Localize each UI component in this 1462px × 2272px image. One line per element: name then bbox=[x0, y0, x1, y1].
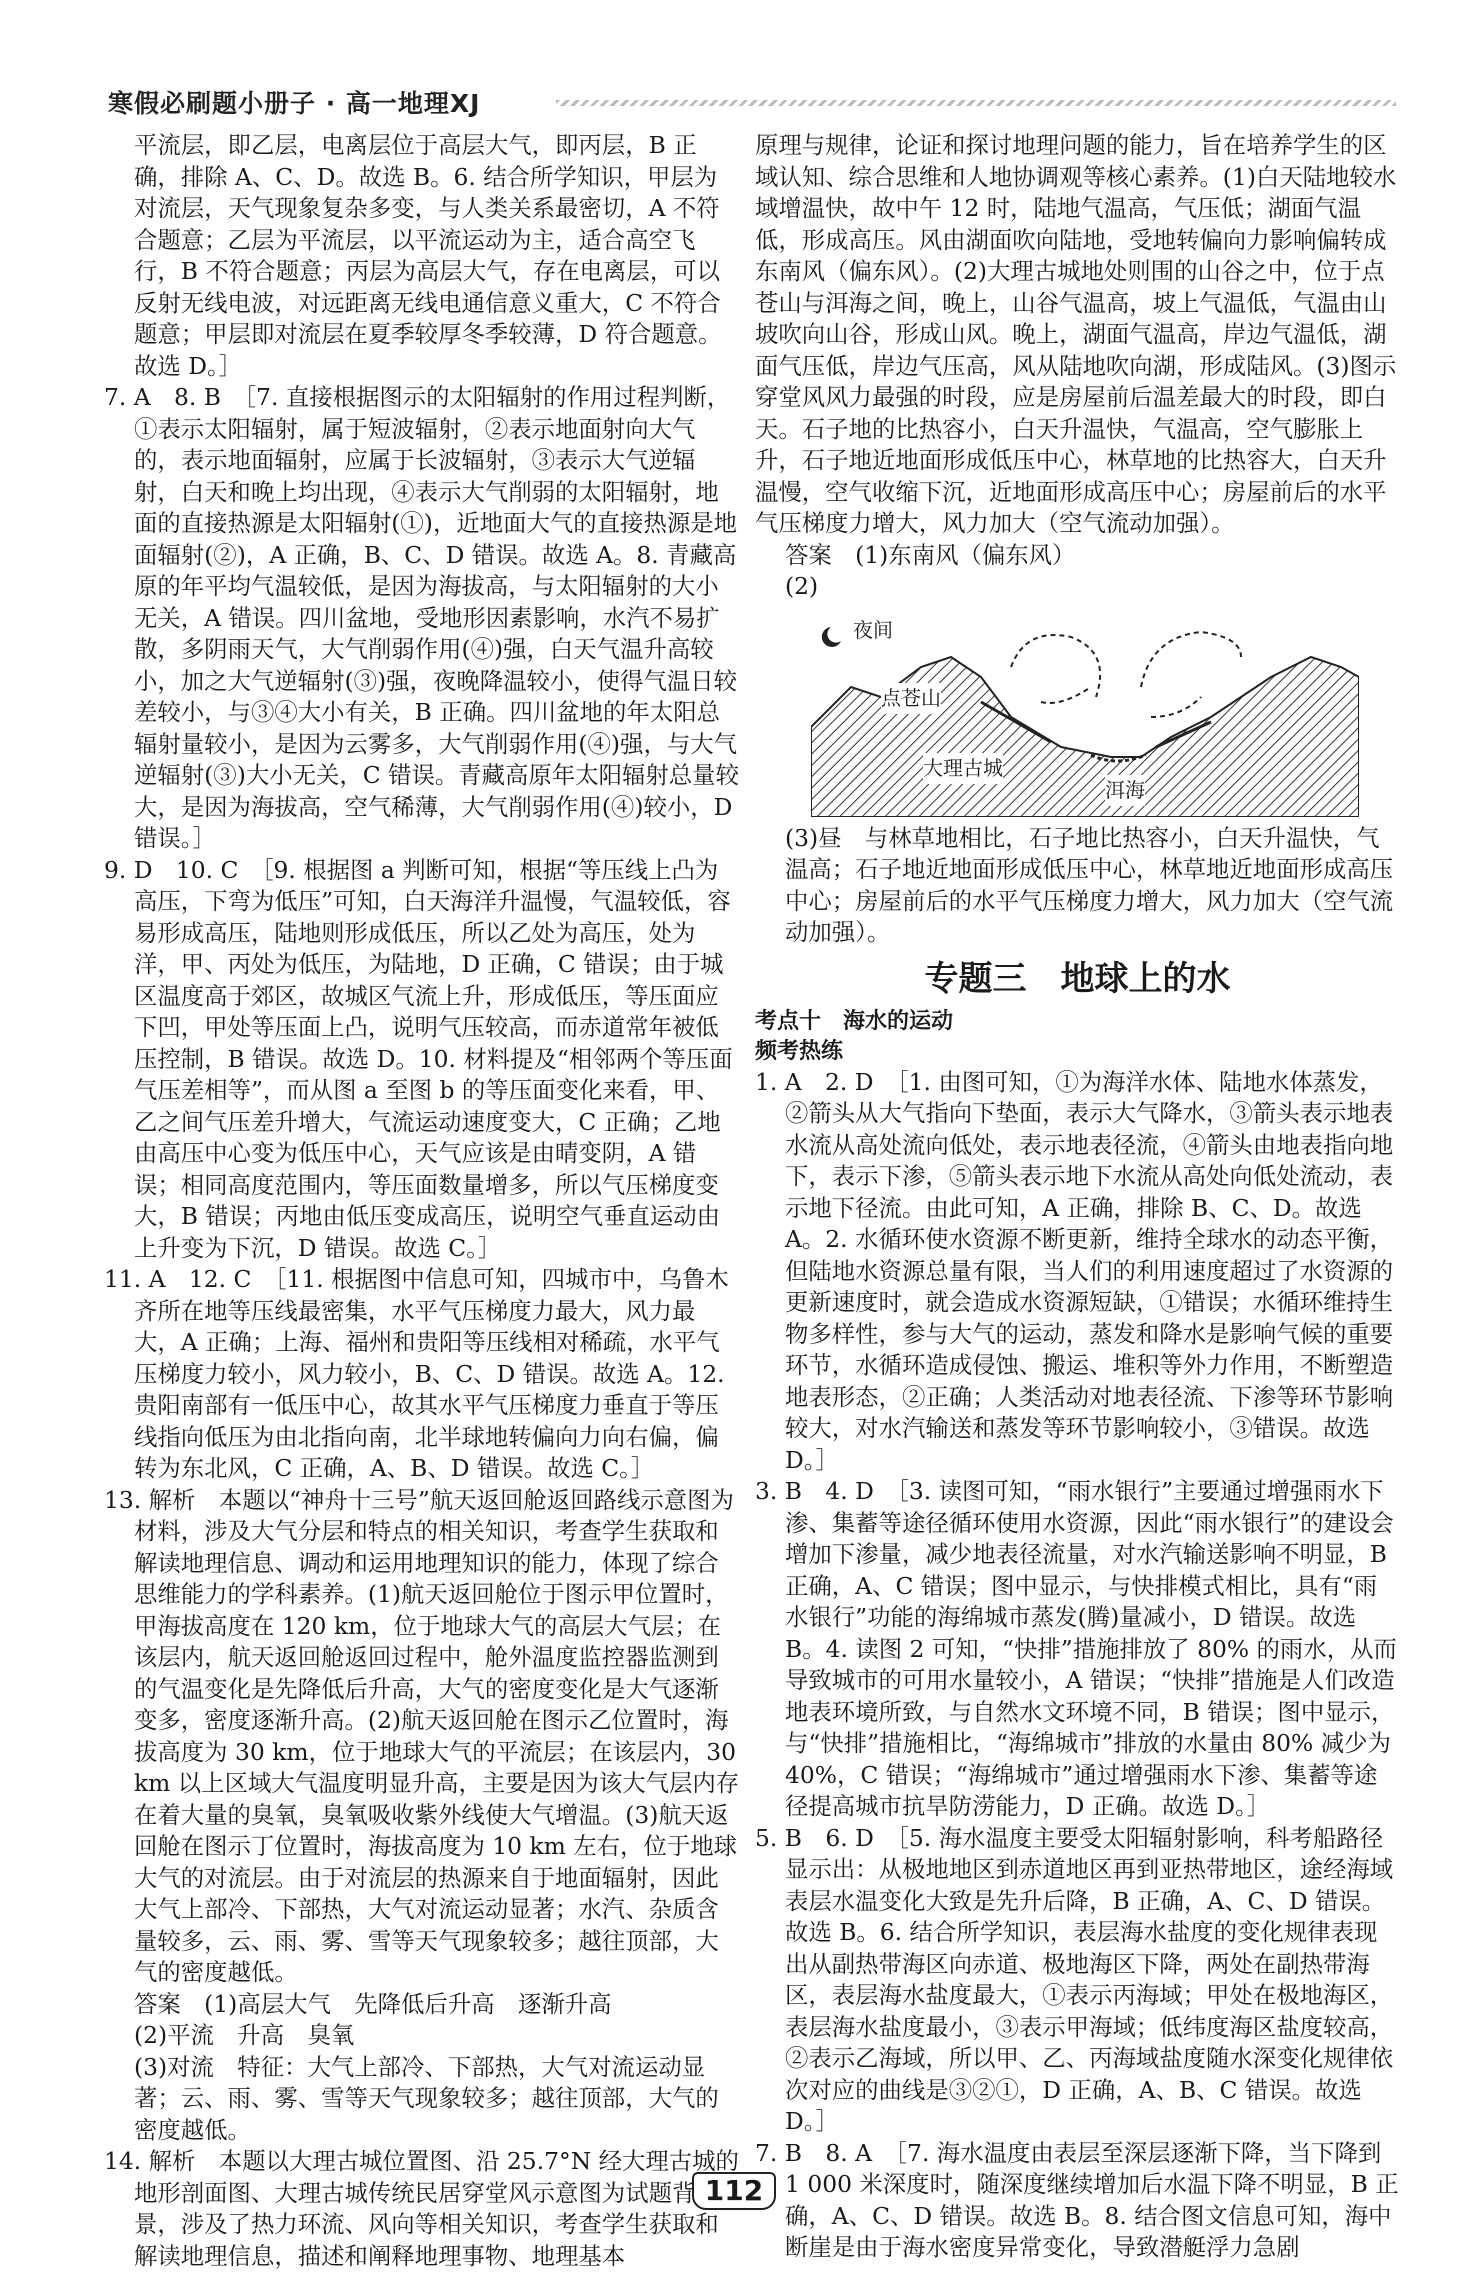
valley-wind-diagram bbox=[811, 607, 1359, 817]
right-column bbox=[755, 130, 1400, 2264]
circulation-arrow-left bbox=[1011, 635, 1100, 697]
section-heading: 考点十 海水的运动 bbox=[755, 1008, 954, 1034]
paragraph: (2)平流 升高 臭氧 bbox=[134, 2021, 355, 2049]
paragraph: 答案 (1)高层大气 先降低后升高 逐渐升高 bbox=[134, 1989, 612, 2018]
diagram-label-mountain: 点苍山 bbox=[881, 683, 941, 715]
subsection-heading: 频考热练 bbox=[755, 1038, 844, 1064]
paragraph: 7. B 8. A ［7. 海水温度由表层至深层逐渐下降，当下降到 1 000 米深度时，随深度继续增加后水温下降不明显，B 正确，A、C、D 错误。故选 B。8. 结合图文信息可知，海中断崖是由于海水密度异常变化，导致潜艇浮力急剧 bbox=[755, 2138, 1399, 2261]
paragraph: 5. B 6. D ［5. 海水温度主要受太阳辐射影响，科考船路径显示出：从极地地区到赤道地区再到亚热带地区，途经海域表层水温变化大致是先升后降，B 正确，A、C、D 错误。故选 B。6. 结合所学知识，表层海水盐度的变化规律表现出从副热带海区向赤道、极地海区下降，两处在副热带海区，表层海水盐度最大，①表示丙海域；甲处在极地海区，表层海水盐度最小，③表示甲海域；低纬度海区盐度较高，②表示乙海域，所以甲、乙、丙海域盐度随水深变化规律依次对应的曲线是③②①，D 正确，A、B、C 错误。故选 D。］ bbox=[755, 1823, 1394, 2135]
page-number bbox=[692, 2172, 776, 2210]
circulation-arrow-left-return bbox=[1041, 687, 1091, 703]
page-number-text: 112 bbox=[704, 2174, 764, 2207]
diagram-label-city: 大理古城 bbox=[923, 753, 1003, 785]
paragraph: 7. A 8. B ［7. 直接根据图示的太阳辐射的作用过程判断，①表示太阳辐射，属于短波辐射，②表示地面射向大气的，表示地面辐射，应属于长波辐射，③表示大气逆辐射，白天和晚上均出现，④表示大气削弱的太阳辐射，地面的直接热源是太阳辐射(①)，近地面大气的直接热源是地面辐射(②)，A 正确，B、C、D 错误。故选 A。8. 青藏高原的年平均气温较低，是因为海拔高，与太阳辐射的大小无关，A 错误。四川盆地，受地形因素影响，水汽不易扩散，多阴雨天气，大气削弱作用(④)强，白天气温升高较小，加之大气逆辐射(③)强，夜晚降温较小，使得气温日较差较小，与③④大小有关，B 正确。四川盆地的年太阳总辐射量较小，是因为云雾多，大气削弱作用(④)强，与大气逆辐射(③)大小无关，C 错误。青藏高原年太阳辐射总量较大，是因为海拔高，空气稀薄，大气削弱作用(④)较小，D 错误。］ bbox=[104, 383, 739, 852]
diagram-label-lake: 洱海 bbox=[1105, 775, 1145, 807]
topic-heading: 专题三 地球上的水 bbox=[924, 958, 1231, 999]
terrain-profile bbox=[811, 657, 1359, 817]
page-header bbox=[108, 84, 1396, 118]
paragraph: 11. A 12. C ［11. 根据图中信息可知，四城市中，乌鲁木齐所在地等压线最密集，水平气压梯度力最大，风力最大，A 正确；上海、福州和贵阳等压线相对稀疏，水平气压梯度力较小，风力较小，B、C、D 错误。故选 A。12. 贵阳南部有一低压中心，故其水平气压梯度力垂直于等压线指向低压为由北指向南，北半球地转偏向力向右偏，偏转为东北风，C 正确，A、B、D 错误。故选 C。］ bbox=[104, 1265, 729, 1482]
paragraph: 3. B 4. D ［3. 读图可知，“雨水银行”主要通过增强雨水下渗、集蓄等途径循环使用水资源，因此“雨水银行”的建设会增加下渗量，减少地表径流量，对水汽输送影响不明显，B 正确，A、C 错误；图中显示，与快排模式相比，具有“雨水银行”功能的海绵城市蒸发(腾)量减小，D 错误。故选 B。4. 读图 2 可知，“快排”措施排放了 80% 的雨水，从而导致城市的可用水量较小，A 错误；“快排”措施是人们改造地表环境所致，与自然水文环境不同，B 错误；图中显示，与“快排”措施相比，“海绵城市”排放的水量由 80% 减少为 40%，C 错误；“海绵城市”通过增强雨水下渗、集蓄等途径提高城市抗旱防涝能力，D 正确。故选 D。］ bbox=[755, 1477, 1397, 1820]
paragraph: 1. A 2. D ［1. 由图可知，①为海洋水体、陆地水体蒸发，②箭头从大气指向下垫面，表示大气降水，③箭头表示地表水流从高处流向低处，表示地表径流，④箭头由地表指向地下，表示下渗，⑤箭头表示地下水流从高处向低处流动，表示地下径流。由此可知，A 正确，排除 B、C、D。故选 A。2. 水循环使水资源不断更新，维持全球水的动态平衡，但陆地水资源总量有限，当人们的利用速度超过了水资源的更新速度时，就会造成水资源短缺，①错误；水循环维持生物多样性，参与大气的运动，蒸发和降水是影响气候的重要环节，水循环造成侵蚀、搬运、堆积等外力作用，不断塑造地表形态，②正确；人类活动对地表径流、下渗等环节影响较大，对水汽输送和蒸发等环节影响较小，③错误。故选 D。］ bbox=[755, 1067, 1394, 1474]
paragraph: (2) bbox=[785, 572, 819, 600]
paragraph: 9. D 10. C ［9. 根据图 a 判断可知，根据“等压线上凸为高压，下弯为低压”可知，白天海洋升温慢，气温较低，容易形成高压，陆地则形成低压，所以乙处为高压，处为洋，甲、丙处为低压，为陆地，D 正确，C 错误；由于城区温度高于郊区，故城区气流上升，形成低压，等压面应下凹，甲处等压面上凸，说明气压较高，而赤道常年被低压控制，B 错误。故选 D。10. 材料提及“相邻两个等压面气压差相等”，而从图 a 至图 b 的等压面变化来看，甲、乙之间气压差升增大，气流运动速度变大，C 正确；乙地由高压中心变为低压中心，天气应该是由晴变阴，A 错误；相同高度范围内，等压面数量增多，所以气压梯度变大，B 错误；丙地由低压变成高压，说明空气垂直运动由上升变为下沉，D 错误。故选 C。］ bbox=[104, 855, 733, 1262]
paragraph: 13. 解析 本题以“神舟十三号”航天返回舱返回路线示意图为材料，涉及大气分层和特点的相关知识，考查学生获取和解读地理信息、调动和运用地理知识的能力，体现了综合思维能力的学科素养。(1)航天返回舱位于图示甲位置时，甲海拔高度在 120 km，位于地球大气的高层大气层；在该层内，航天返回舱返回过程中，舱外温度监控器监测到的气温变化是先降低后升高，大气的密度变化是大气逐渐变多，密度逐渐升高。(2)航天返回舱在图示乙位置时，海拔高度为 30 km，位于地球大气的平流层；在该层内，30 km 以上区域大气温度明显升高，主要是因为该大气层内存在着大量的臭氧，臭氧吸收紫外线使大气增温。(3)航天返回舱在图示丁位置时，海拔高度为 10 km 左右，位于地球大气的对流层。由于对流层的热源来自于地面辐射，因此大气上部冷、下部热，大气对流运动显著；水汽、杂质含量较多，云、雨、雾、雪等天气现象较多；越往顶部，大气的密度越低。 bbox=[104, 1485, 740, 1986]
paragraph: 原理与规律，论证和探讨地理问题的能力，旨在培养学生的区域认知、综合思维和人地协调观等核心素养。(1)白天陆地较水域增温快，故中午 12 时，陆地气温高，气压低；湖面气温低，形成高压。风由湖面吹向陆地，受地转偏向力影响偏转成东南风（偏东风）。(2)大理古城地处则围的山谷之中，位于点苍山与洱海之间，晚上，山谷气温高，坡上气温低，气温由山坡吹向山谷，形成山风。晚上，湖面气温高，岸边气温低，湖面气压低，岸边气压高，风从陆地吹向湖，形成陆风。(3)图示穿堂风风力最强的时段，应是房屋前后温差最大的时段，即白天。石子地的比热容小，白天升温快，气温高，空气膨胀上升，石子地近地面形成低压中心，林草地的比热容大，白天升温慢，空气收缩下沉，近地面形成高压中心；房屋前后的水平气压梯度力增大，风力加大（空气流动加强）。 bbox=[755, 131, 1397, 537]
circulation-arrow-right bbox=[1141, 632, 1241, 687]
paragraph: 14. 解析 本题以大理古城位置图、沿 25.7°N 经大理古城的地形剖面图、大理古城传统民居穿堂风示意图为试题背景，涉及了热力环流、风向等相关知识，考查学生获取和解读地理信息，描述和阐释地理事物、地理基本 bbox=[104, 2147, 739, 2270]
header-rule bbox=[556, 100, 1396, 106]
diagram-label-night: 夜间 bbox=[853, 617, 893, 642]
moon-icon bbox=[822, 627, 841, 647]
left-column bbox=[104, 130, 740, 2272]
header-title: 寒假必刷题小册子 · 高一地理XJ bbox=[108, 89, 481, 118]
paragraph: (3)昼 与林草地相比，石子地比热容小，白天升温快，气温高；石子地近地面形成低压中心，林草地近地面形成高压中心；房屋前后的水平气压梯度力增大，风力加大（空气流动加强）。 bbox=[785, 823, 1394, 946]
paragraph: 平流层，即乙层，电离层位于高层大气，即丙层，B 正确，排除 A、C、D。故选 B。6. 结合所学知识，甲层为对流层，天气现象复杂多变，与人类关系最密切，A 不符合题意；乙层为平流层，以平流运动为主，适合高空飞行，B 不符合题意；丙层为高层大气，存在电离层，可以反射无线电波，对远距离无线电通信意义重大，C 不符合题意；甲层即对流层在夏季较厚冬季较薄，D 符合题意。故选 D。］ bbox=[134, 131, 722, 380]
circulation-arrow-right-return bbox=[1151, 697, 1201, 717]
paragraph: (3)对流 特征：大气上部冷、下部热，大气对流运动显著；云、雨、雾、雪等天气现象较多；越往顶部，大气的密度越低。 bbox=[134, 2052, 719, 2144]
paragraph: 答案 (1)东南风（偏东风） bbox=[785, 540, 1076, 569]
